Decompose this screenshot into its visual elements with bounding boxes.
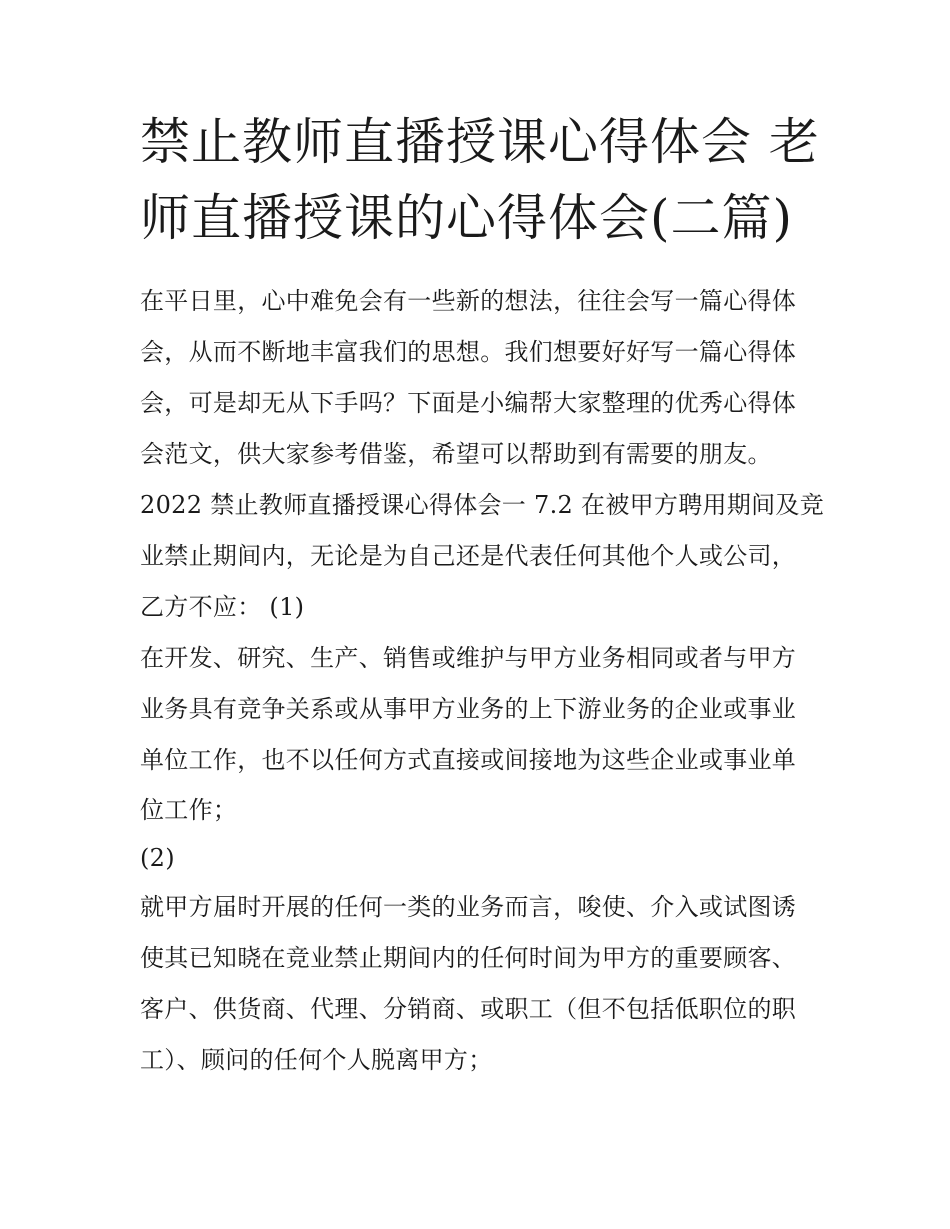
text-line: 就甲方届时开展的任何一类的业务而言，唆使、介入或试图诱 — [140, 893, 797, 921]
title-line-2: 师直播授课的心得体会(二篇) — [140, 189, 794, 247]
text-line: 在平日里，心中难免会有一些新的想法，往往会写一篇心得体 — [140, 287, 797, 315]
text-line: 工）、顾问的任何个人脱离甲方； — [140, 1046, 493, 1074]
text-line: 乙方不应： (1) — [140, 593, 305, 621]
text-line: 在开发、研究、生产、销售或维护与甲方业务相同或者与甲方 — [140, 644, 797, 672]
text-line: 业务具有竞争关系或从事甲方业务的上下游业务的企业或事业 — [140, 695, 797, 723]
text-line: (2) — [140, 844, 175, 872]
document-title — [140, 104, 820, 256]
text-line: 会，可是却无从下手吗？下面是小编帮大家整理的优秀心得体 — [140, 389, 797, 417]
text-line: 会范文，供大家参考借鉴，希望可以帮助到有需要的朋友。 — [140, 440, 772, 468]
title-line-1: 禁止教师直播授课心得体会 老 — [140, 113, 820, 171]
text-line: 位工作； — [140, 796, 238, 824]
text-line: 使其已知晓在竞业禁止期间内的任何时间为甲方的重要顾客、 — [140, 944, 797, 972]
text-line: 2022 禁止教师直播授课心得体会一 7.2 在被甲方聘用期间及竞 — [140, 491, 825, 519]
text-line: 客户、供货商、代理、分销商、或职工（但不包括低职位的职 — [140, 995, 797, 1023]
document-body — [140, 276, 825, 1086]
text-line: 单位工作，也不以任何方式直接或间接地为这些企业或事业单 — [140, 746, 797, 774]
text-line: 会，从而不断地丰富我们的思想。我们想要好好写一篇心得体 — [140, 338, 797, 366]
text-line: 业禁止期间内，无论是为自己还是代表任何其他个人或公司， — [140, 542, 797, 570]
